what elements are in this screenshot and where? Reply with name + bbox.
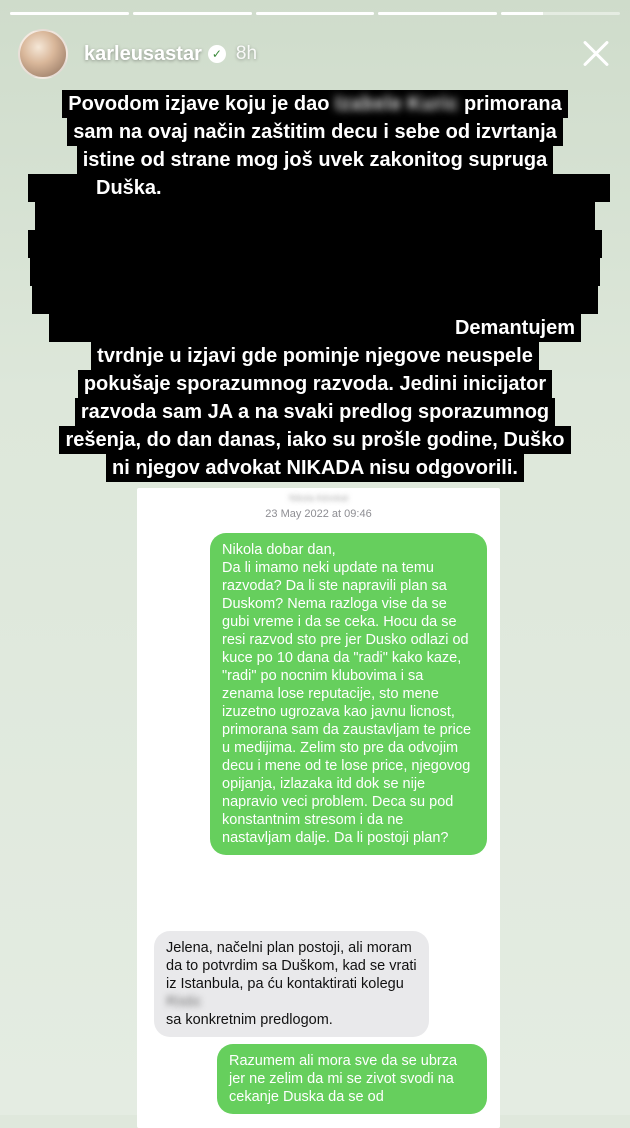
post-time: 8h — [235, 43, 258, 64]
avatar[interactable] — [18, 29, 68, 79]
overlay-line: tvrdnje u izjavi gde pominje njegove neuspele — [91, 342, 539, 370]
redacted-line — [35, 202, 595, 230]
overlay-line: Demantujem — [49, 314, 581, 342]
progress-segment — [10, 12, 129, 15]
overlay-line: istine od strane mog još uvek zakonitog supruga — [77, 146, 554, 174]
close-icon[interactable] — [576, 34, 616, 74]
redacted-line — [32, 286, 598, 314]
progress-segment — [256, 12, 375, 15]
overlay-line: Duška. — [28, 174, 610, 202]
progress-segment — [378, 12, 497, 15]
chat-date: 23 May 2022 at 09:46 — [265, 508, 372, 520]
overlay-line: sam na ovaj način zaštitim decu i sebe od izvrtanja — [67, 118, 563, 146]
verified-badge-icon: ✓ — [208, 45, 226, 63]
overlay-line: Povodom izjave koju je dao Izabele Kuric primorana — [62, 90, 568, 118]
story-text-overlay — [28, 90, 602, 482]
overlay-line: ni njegov advokat NIKADA nisu odgovorili. — [106, 454, 524, 482]
redacted-line — [28, 230, 602, 258]
story-progress-bar — [10, 12, 620, 15]
redacted-line — [30, 258, 600, 286]
message-bubble-outgoing: Razumem ali mora sve da se ubrza jer ne zelim da mi se zivot svodi na cekanje Duska da se od — [217, 1044, 487, 1114]
progress-segment — [133, 12, 252, 15]
message-bubble-outgoing: Nikola dobar dan, Da li imamo neki update na temu razvoda? Da li ste napravili plan sa Duskom? Nema razloga vise da se gubi vreme i da se ceka. Hocu da se resi razvod sto pre jer Dusko odlazi od kuce po 10 dana da "radi" kako kaze, "radi" po nocnim klubovima i sa zenama lose reputacije, sto mene izuzetno ugrozava kao javnu licnost, primorana sam da zaustavljam te price u medijima. Zelim sto pre da odvojim decu i mene od te lose price, njegovog opijanja, izlazaka itd dok se nije napravio veci problem. Deca su pod konstantnim stresom i da ne nastavljam dalje. Da li postoji plan? — [210, 533, 487, 855]
overlay-line: rešenja, do dan danas, iako su prošle godine, Duško — [59, 426, 570, 454]
overlay-line: razvoda sam JA a na svaki predlog sporazumnog — [75, 398, 555, 426]
overlay-line: pokušaje sporazumnog razvoda. Jedini inicijator — [78, 370, 552, 398]
chat-screenshot — [137, 488, 500, 1128]
story-header — [18, 28, 616, 80]
message-bubble-incoming: Jelena, načelni plan postoji, ali moram da to potvrdim sa Duškom, kad se vrati iz Istanbula, pa ću kontaktirati kolegu Ristic sa konkretnim predlogom. — [154, 931, 429, 1037]
contact-name-redacted: Nikola Advokat — [288, 493, 349, 503]
username[interactable]: karleusastar — [84, 42, 202, 65]
progress-segment — [501, 12, 620, 15]
